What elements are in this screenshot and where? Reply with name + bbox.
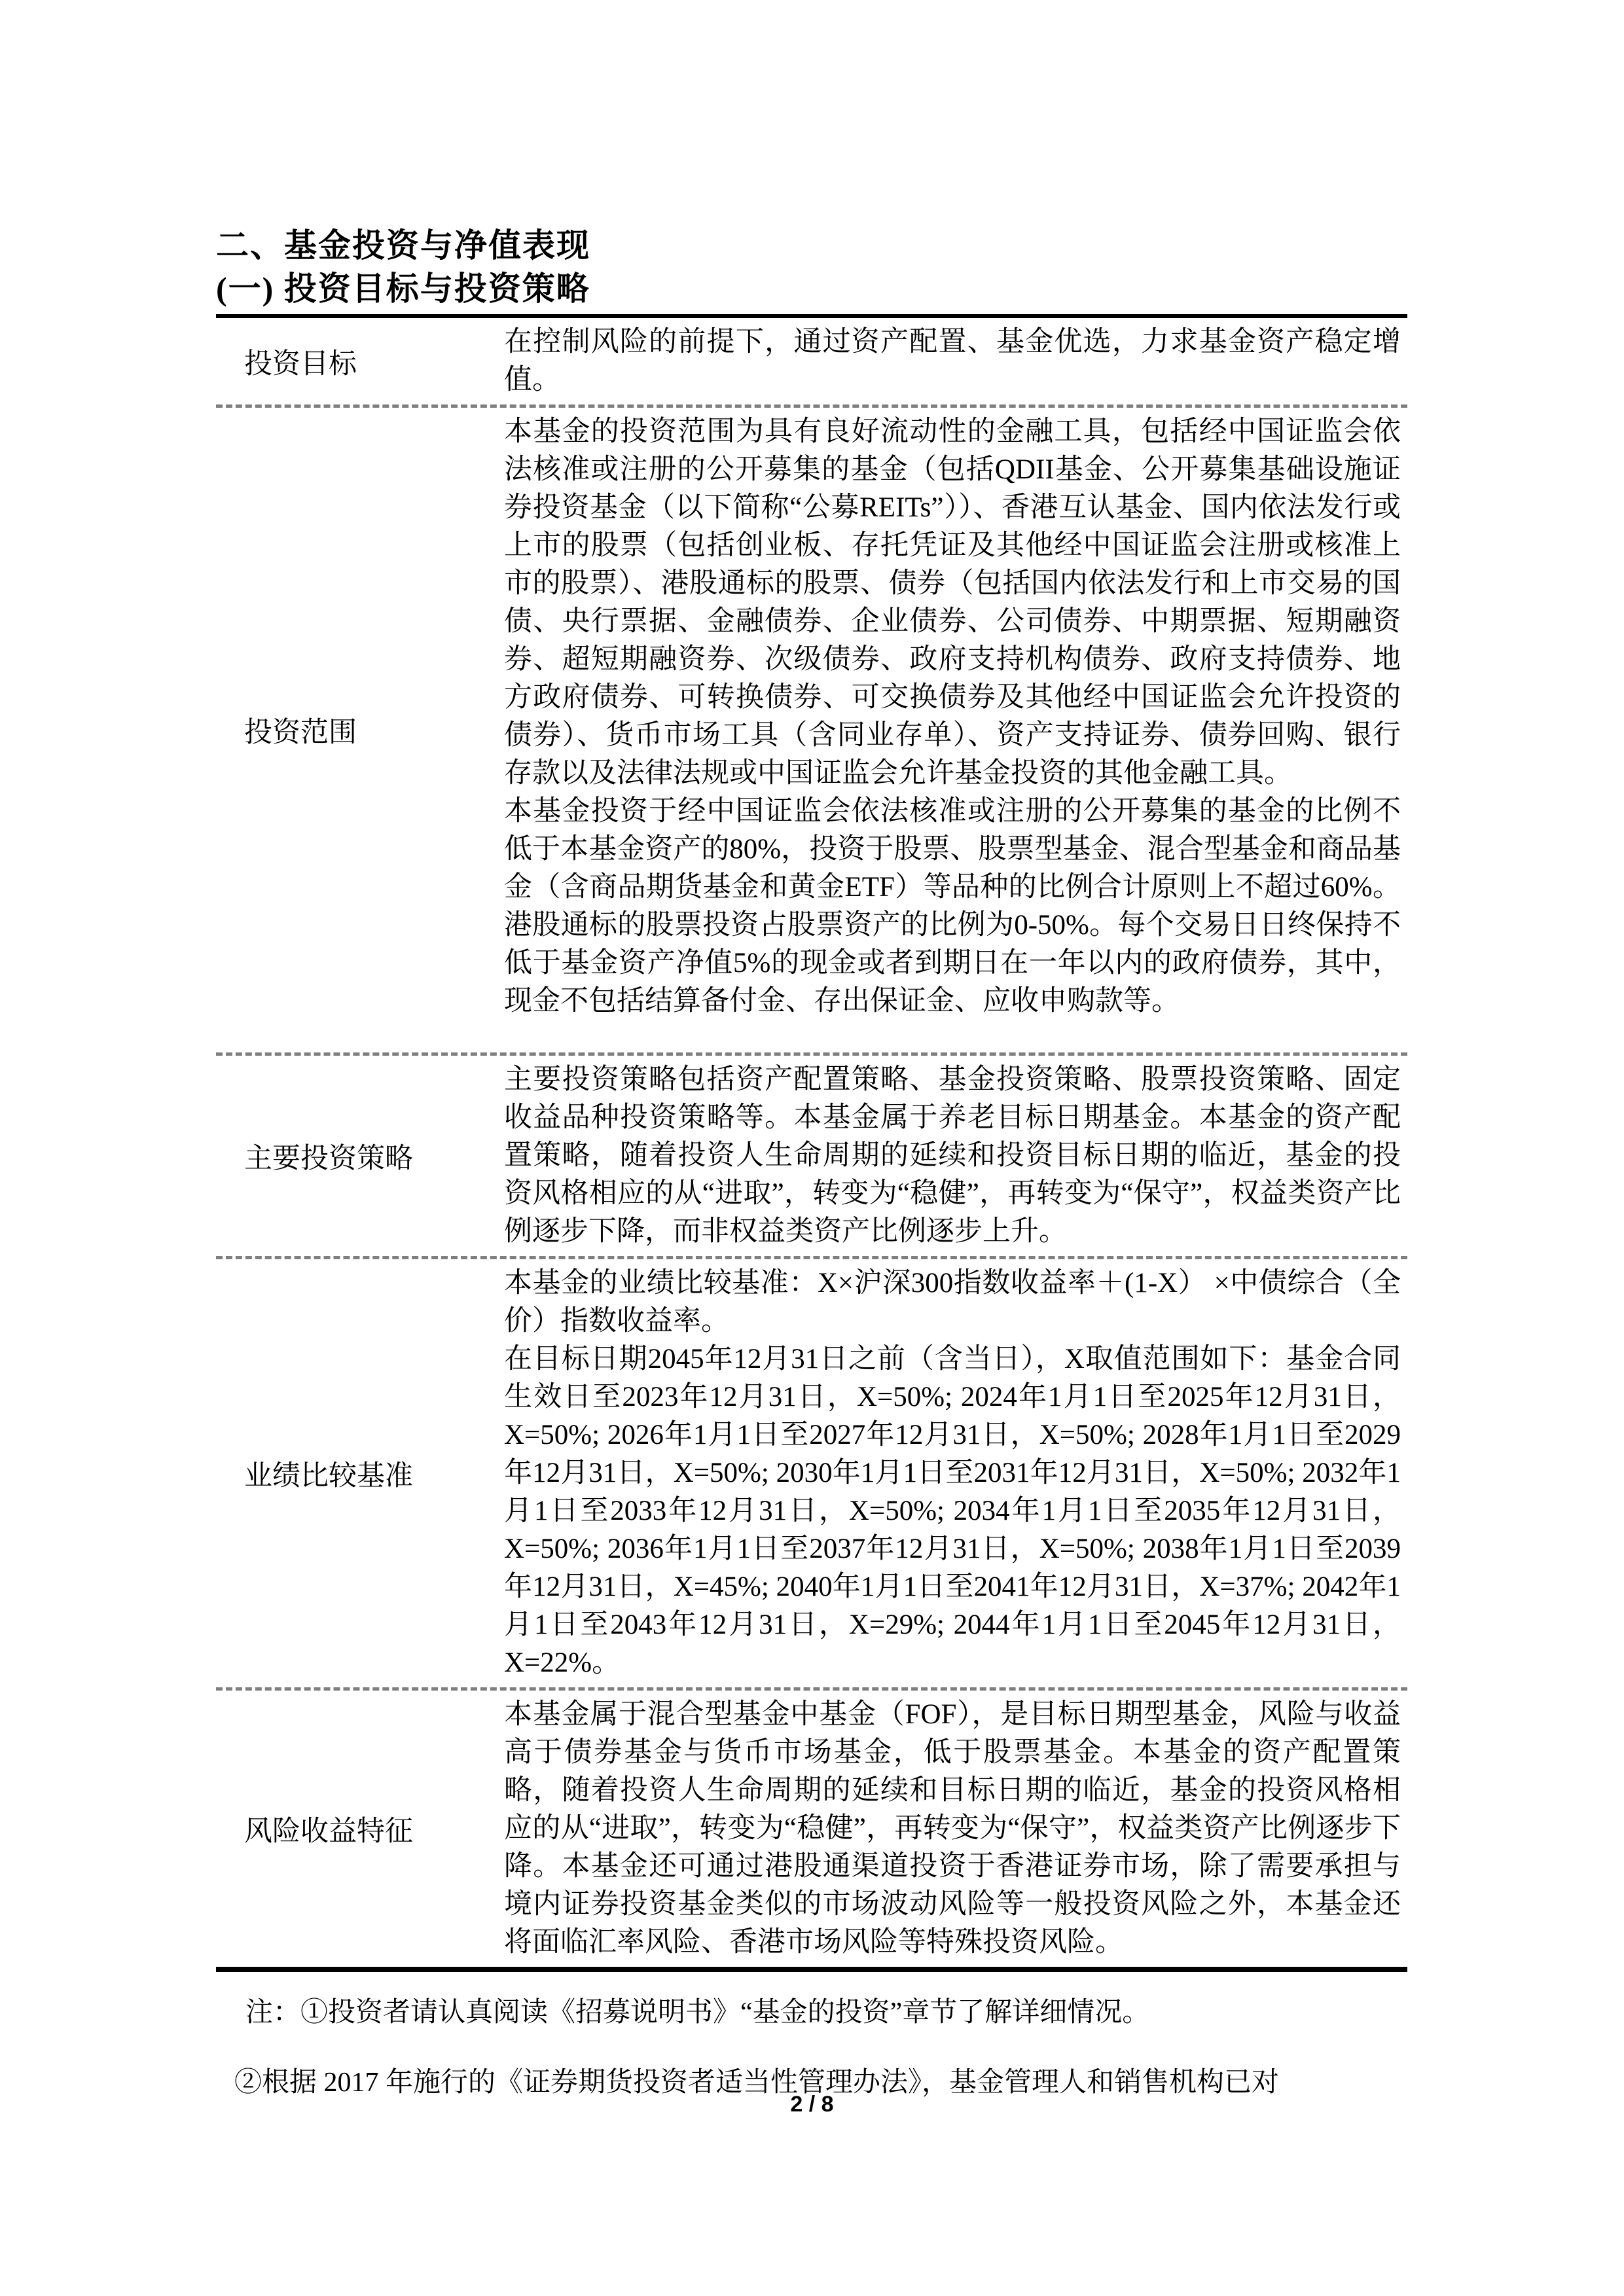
paragraph: 在控制风险的前提下，通过资产配置、基金优选，力求基金资产稳定增值。: [504, 327, 1401, 395]
table-row-investment-objective: [216, 318, 1407, 404]
content-area: [216, 0, 1407, 2102]
row-label-investment-objective: 投资目标: [244, 348, 357, 380]
row-content-risk-return-profile: [504, 1691, 1407, 1967]
investment-info-table: [216, 314, 1407, 1972]
note-2: ②根据 2017 年施行的《证券期货投资者适当性管理办法》，基金管理人和销售机构已对: [234, 2068, 1280, 2098]
table-row-performance-benchmark: [216, 1256, 1407, 1687]
row-label-risk-return-profile: 风险收益特征: [244, 1816, 413, 1847]
paragraph: 主要投资策略包括资产配置策略、基金投资策略、股票投资策略、固定收益品种投资策略等。本基金属于养老目标日期基金。本基金的资产配置策略，随着投资人生命周期的延续和投资目标日期的临近，基金的投资风格相应的从“进取”，转变为“稳健”，再转变为“保守”，权益类资产比例逐步下降，而非权益类资产比例逐步上升。: [504, 1064, 1401, 1247]
table-row-main-investment-strategy: [216, 1052, 1407, 1256]
row-content-main-investment-strategy: [504, 1056, 1407, 1256]
section-title: 二、基金投资与净值表现: [216, 227, 590, 264]
row-content-investment-scope: [504, 408, 1407, 1052]
paragraph: 本基金的投资范围为具有良好流动性的金融工具，包括经中国证监会依法核准或注册的公开募集的基金（包括QDII基金、公开募集基础设施证券投资基金（以下简称“公募REITs”））、香港互认基金、国内依法发行或上市的股票（包括创业板、存托凭证及其他经中国证监会注册或核准上市的股票）、港股通标的股票、债券（包括国内依法发行和上市交易的国债、央行票据、金融债券、企业债券、公司债券、中期票据、短期融资券、超短期融资券、次级债券、政府支持机构债券、政府支持债券、地方政府债券、可转换债券、可交换债券及其他经中国证监会允许投资的债券）、货币市场工具（含同业存单）、资产支持证券、债券回购、银行存款以及法律法规或中国证监会允许基金投资的其他金融工具。: [504, 416, 1401, 789]
subsection-title: (一) 投资目标与投资策略: [216, 270, 590, 307]
paragraph: 本基金的业绩比较基准：X×沪深300指数收益率＋(1-X） ×中债综合（全价）指数收益率。: [504, 1268, 1401, 1336]
row-label-main-investment-strategy: 主要投资策略: [244, 1143, 413, 1174]
paragraph: 本基金属于混合型基金中基金（FOF），是目标日期型基金，风险与收益高于债券基金与货币市场基金，低于股票基金。本基金的资产配置策略，随着投资人生命周期的延续和目标日期的临近，基金的投资风格相应的从“进取”，转变为“稳健”，再转变为“保守”，权益类资产比例逐步下降。本基金还可通过港股通渠道投资于香港证券市场，除了需要承担与境内证券投资基金类似的市场波动风险等一般投资风险之外，本基金还将面临汇率风险、香港市场风险等特殊投资风险。: [504, 1699, 1401, 1958]
table-row-risk-return-profile: [216, 1687, 1407, 1967]
paragraph: 本基金投资于经中国证监会依法核准或注册的公开募集的基金的比例不低于本基金资产的80%，投资于股票、股票型基金、混合型基金和商品基金（含商品期货基金和黄金ETF）等品种的比例合计原则上不超过60%。港股通标的股票投资占股票资产的比例为0-50%。每个交易日日终保持不低于基金资产净值5%的现金或者到期日在一年以内的政府债券，其中，现金不包括结算备付金、存出保证金、应收申购款等。: [504, 796, 1401, 1016]
page-number: 2 / 8: [790, 2092, 834, 2117]
row-label-performance-benchmark: 业绩比较基准: [244, 1460, 413, 1492]
row-label-investment-scope: 投资范围: [244, 717, 357, 748]
paragraph: 在目标日期2045年12月31日之前（含当日），X取值范围如下：基金合同生效日至2023年12月31日，X=50%; 2024年1月1日至2025年12月31日，X=50%; 2026年1月1日至2027年12月31日，X=50%; 2028年1月1日至2029年12月31日，X=50%; 2030年1月1日至2031年12月31日，X=50%; 2032年1月1日至2033年12月31日，X=50%; 2034年1月1日至2035年12月31日，X=50%; 2036年1月1日至2037年12月31日，X=50%; 2038年1月1日至2039年12月31日，X=45%; 2040年1月1日至2041年12月31日，X=37%; 2042年1月1日至2043年12月31日，X=29%; 2044年1月1日至2045年12月31日，X=22%。: [504, 1344, 1401, 1678]
table-row-investment-scope: [216, 404, 1407, 1052]
note-1: 注：①投资者请认真阅读《招募说明书》“基金的投资”章节了解详细情况。: [245, 1998, 1150, 2028]
row-content-performance-benchmark: [504, 1259, 1407, 1687]
row-content-investment-objective: [504, 318, 1407, 404]
